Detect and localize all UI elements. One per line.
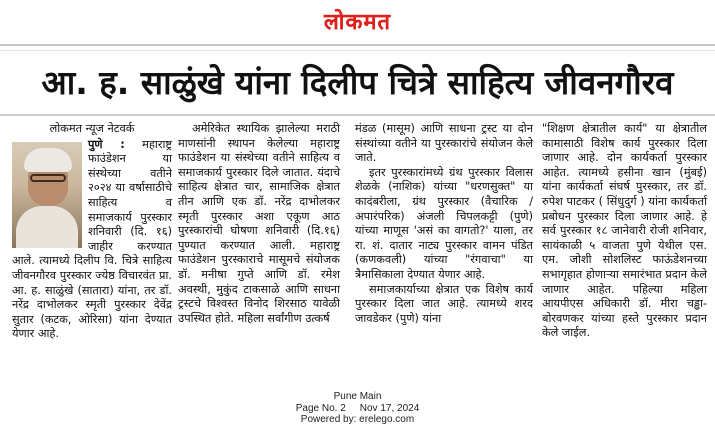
powered-by: Powered by: erelego.com <box>300 414 415 425</box>
article-column-1 <box>12 122 172 342</box>
headline: आ. ह. साळुंखे यांना दिलीप चित्रे साहित्य जीवनगौरव <box>41 63 674 102</box>
author-photo <box>12 142 82 248</box>
publish-date: Nov 17, 2024 <box>359 402 420 414</box>
paragraph: समाजकार्याच्या क्षेत्रात एक विशेष कार्य पुरस्कार दिला जात आहे. त्यामध्ये शरद जावडेकर (पुणे) यांना <box>355 282 533 325</box>
article-column-2 <box>178 122 340 326</box>
headline-divider <box>0 114 715 116</box>
dateline: पुणे : <box>88 137 125 151</box>
byline: लोकमत न्यूज नेटवर्क <box>49 122 135 135</box>
lead-paragraph <box>12 138 172 342</box>
masthead-divider-thin <box>0 50 715 51</box>
lead-text: महाराष्ट्र फाउंडेशन या संस्थेच्या वतीने २०२४ या वर्षासाठीचे साहित्य व समाजकार्य पुरस्कार शनिवारी (दि. १६) जाहीर करण्यात आले. त्यामध्ये दिलीप वि. चित्रे साहित्य जीवनगौरव पुरस्कार ज्येष्ठ विचारवंत प्रा. आ. ह. साळुंखे (सातारा) यांना, तर डॉ. नरेंद्र दाभोलकर स्मृती पुरस्कार देवेंद्र सुतार (कटक, ओरिसा) यांना देण्यात येणार आहे. <box>12 137 172 341</box>
paragraph: इतर पुरस्कारांमध्ये ग्रंथ पुरस्कार विलास शेळके (नाशिक) यांच्या "धरणसुक्त" या कादंबरीला, ग्रंथ पुरस्कार (वैचारिक /अपारंपरिक) अंजली चिपलकट्टी (पुणे) यांच्या माणूस 'असं का वागतो?' याला, तर रा. शं. दातार नाट्य पुरस्कार वामन पंडित (कणकवली) यांच्या "रंगवाचा" या त्रैमासिकाला देण्यात येणार आहे. <box>355 165 533 281</box>
masthead <box>0 6 715 36</box>
paragraph: "शिक्षण क्षेत्रातील कार्य" या क्षेत्रातील कामासाठी विशेष कार्य पुरस्कार दिला जाणार आहे. दोन कार्यकर्ता पुरस्कार आहेत. त्यामध्ये हसीना खान (मुंबई) यांना कार्यकर्ता संघर्ष पुरस्कार, तर डॉ. रुपेश पाटकर ( सिंधुदुर्ग ) यांना कार्यकर्ता प्रबोधन पुरस्कार दिला जाणार आहे. हे सर्व पुरस्कार १८ जानेवारी रोजी शनिवार, सायंकाळी ५ वाजता पुणे येथील एस. एम. जोशी सोशलिस्ट फाऊंडेशनच्या सभागृहात होणाऱ्या समारंभात प्रदान केले जाणार आहेत. पहिल्या महिला आयपीएस अधिकारी डॉ. मीरा चड्ढा-बोरवणकर यांच्या हस्ते पुरस्कार प्रदान केले जाईल. <box>542 122 707 340</box>
lokmat-logo: लोकमत <box>323 10 392 35</box>
edition-name: Pune Main <box>333 391 382 402</box>
article-column-3 <box>355 122 533 326</box>
paragraph: मंडळ (मासूम) आणि साधना ट्रस्ट या दोन संस्थांच्या वतीने या पुरस्कारांचे संयोजन केले जाते. <box>355 122 533 165</box>
page-number: Page No. 2 <box>295 402 346 414</box>
masthead-divider <box>0 44 715 46</box>
paragraph: अमेरिकेत स्थायिक झालेल्या मराठी माणसांनी स्थापन केलेल्या महाराष्ट्र फाउंडेशन या संस्थेच्या वतीने साहित्य व समाजकार्य पुरस्कार दिले जातात. यंदाचे साहित्य क्षेत्रात चार, सामाजिक क्षेत्रात तीन आणि एक डॉ. नरेंद्र दाभोलकर स्मृती पुरस्कार अशा एकूण आठ पुरस्कारांची घोषणा शनिवारी (दि.१६) पुण्यात करण्यात आली. महाराष्ट्र फाउंडेशन पुरस्काराचे मासूमचे संयोजक डॉ. मनीषा गुप्ते आणि डॉ. रमेश अवस्थी, मुकुंद टाकसाळे आणि साधना ट्रस्टचे विश्वस्त विनोद शिरसाठ यावेळी उपस्थित होते. महिला सर्वांगीण उत्कर्ष <box>178 122 340 325</box>
article-column-4 <box>542 122 707 341</box>
page-footer <box>0 391 715 426</box>
